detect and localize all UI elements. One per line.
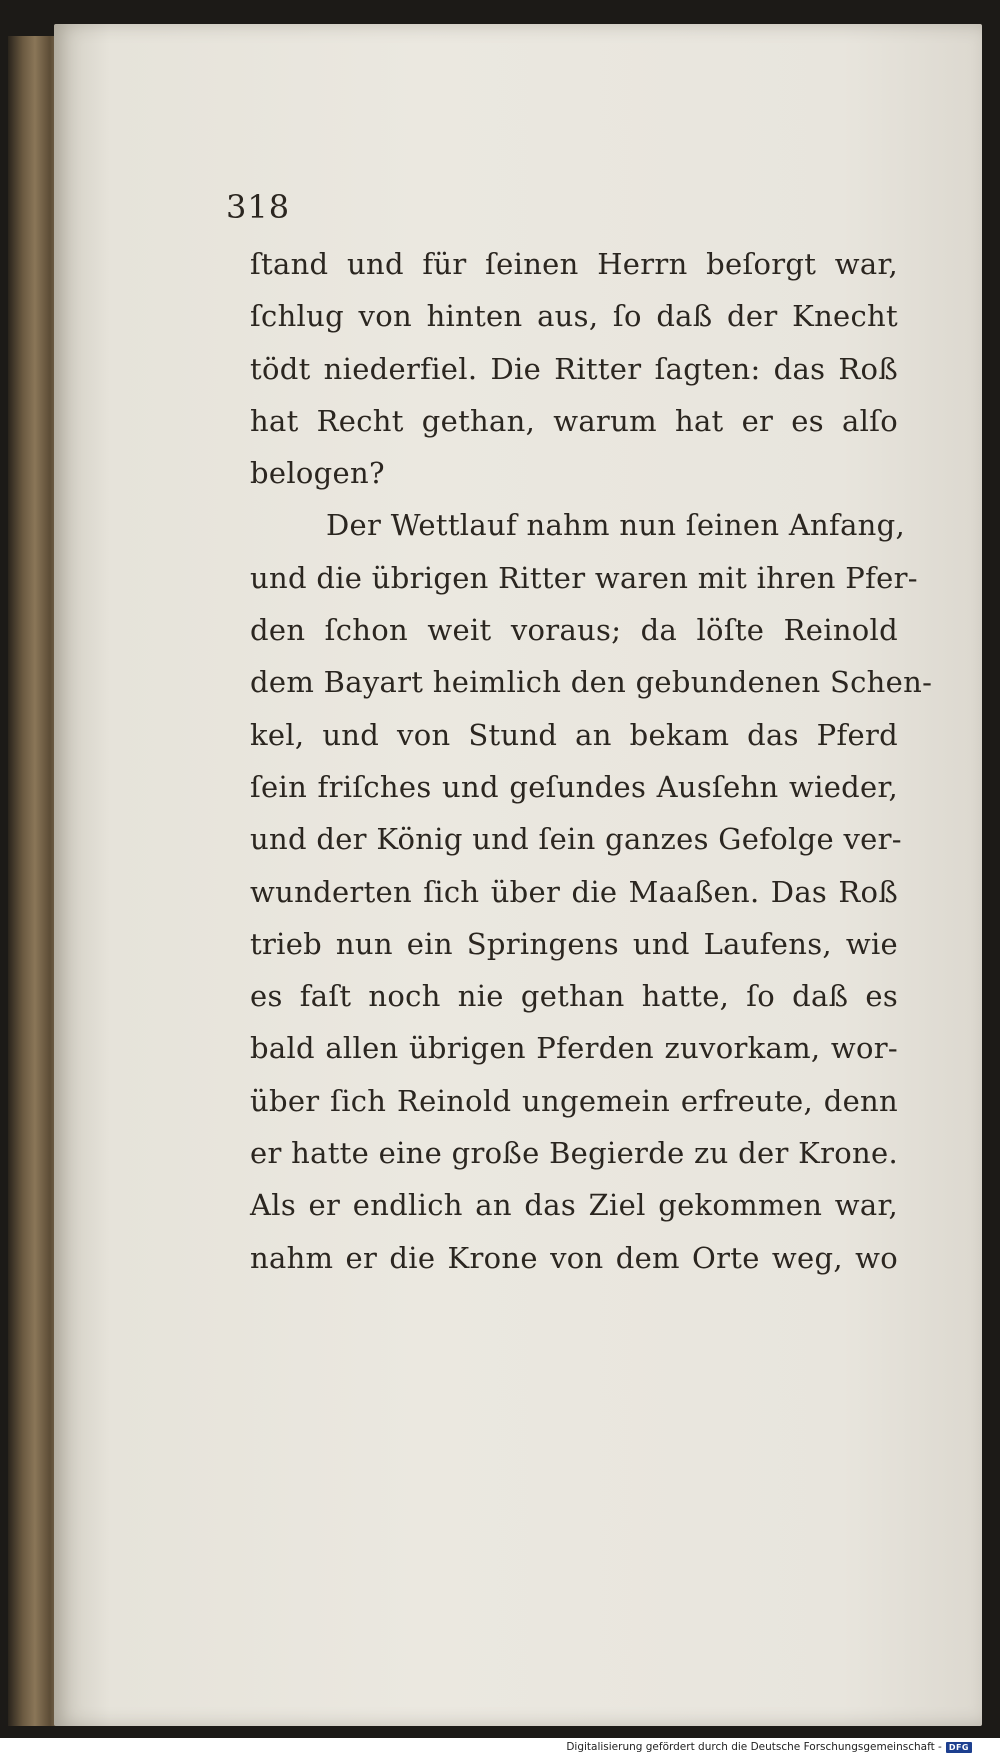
text-line: ſein friſches und geſundes Ausſehn wieder, xyxy=(250,769,898,804)
text-line: trieb nun ein Springens und Laufens, wie xyxy=(250,926,898,961)
page-number: 318 xyxy=(226,188,291,226)
text-line: nahm er die Krone von dem Orte weg, wo xyxy=(250,1240,898,1275)
text-line: hat Recht gethan, warum hat er es alſo xyxy=(250,403,898,438)
digitization-credit xyxy=(566,1741,972,1753)
text-line: und der König und ſein ganzes Gefolge ver- xyxy=(250,822,902,857)
text-line: ſtand und für ſeinen Herrn beſorgt war, xyxy=(250,247,898,281)
text-line: Der Wettlauf nahm nun ſeinen Anfang, xyxy=(326,508,906,543)
text-line: und die übrigen Ritter waren mit ihren Pfer- xyxy=(250,560,918,595)
body-text xyxy=(250,238,933,1284)
text-line: ſchlug von hinten aus, ſo daß der Knecht xyxy=(250,299,898,334)
text-line: kel, und von Stund an bekam das Pferd xyxy=(250,717,898,752)
text-line: dem Bayart heimlich den gebundenen Schen- xyxy=(250,665,933,700)
text-line: Als er endlich an das Ziel gekommen war, xyxy=(250,1188,898,1223)
text-line: belogen? xyxy=(250,456,385,491)
text-line: es faſt noch nie gethan hatte, ſo daß es xyxy=(250,979,898,1014)
credit-text: Digitalisierung gefördert durch die Deutsche Forschungsgemeinschaft - xyxy=(566,1741,942,1753)
text-line: über ſich Reinold ungemein erfreute, denn xyxy=(250,1083,898,1118)
text-line: bald allen übrigen Pferden zuvorkam, wor- xyxy=(250,1031,898,1066)
text-line: tödt niederfiel. Die Ritter ſagten: das Roß xyxy=(250,351,898,386)
text-line: wunderten ſich über die Maaßen. Das Roß xyxy=(250,874,898,909)
text-line: er hatte eine große Begierde zu der Krone. xyxy=(250,1136,898,1171)
text-line: den ſchon weit voraus; da löſte Reinold xyxy=(250,613,898,648)
dfg-logo: DFG xyxy=(946,1742,972,1753)
